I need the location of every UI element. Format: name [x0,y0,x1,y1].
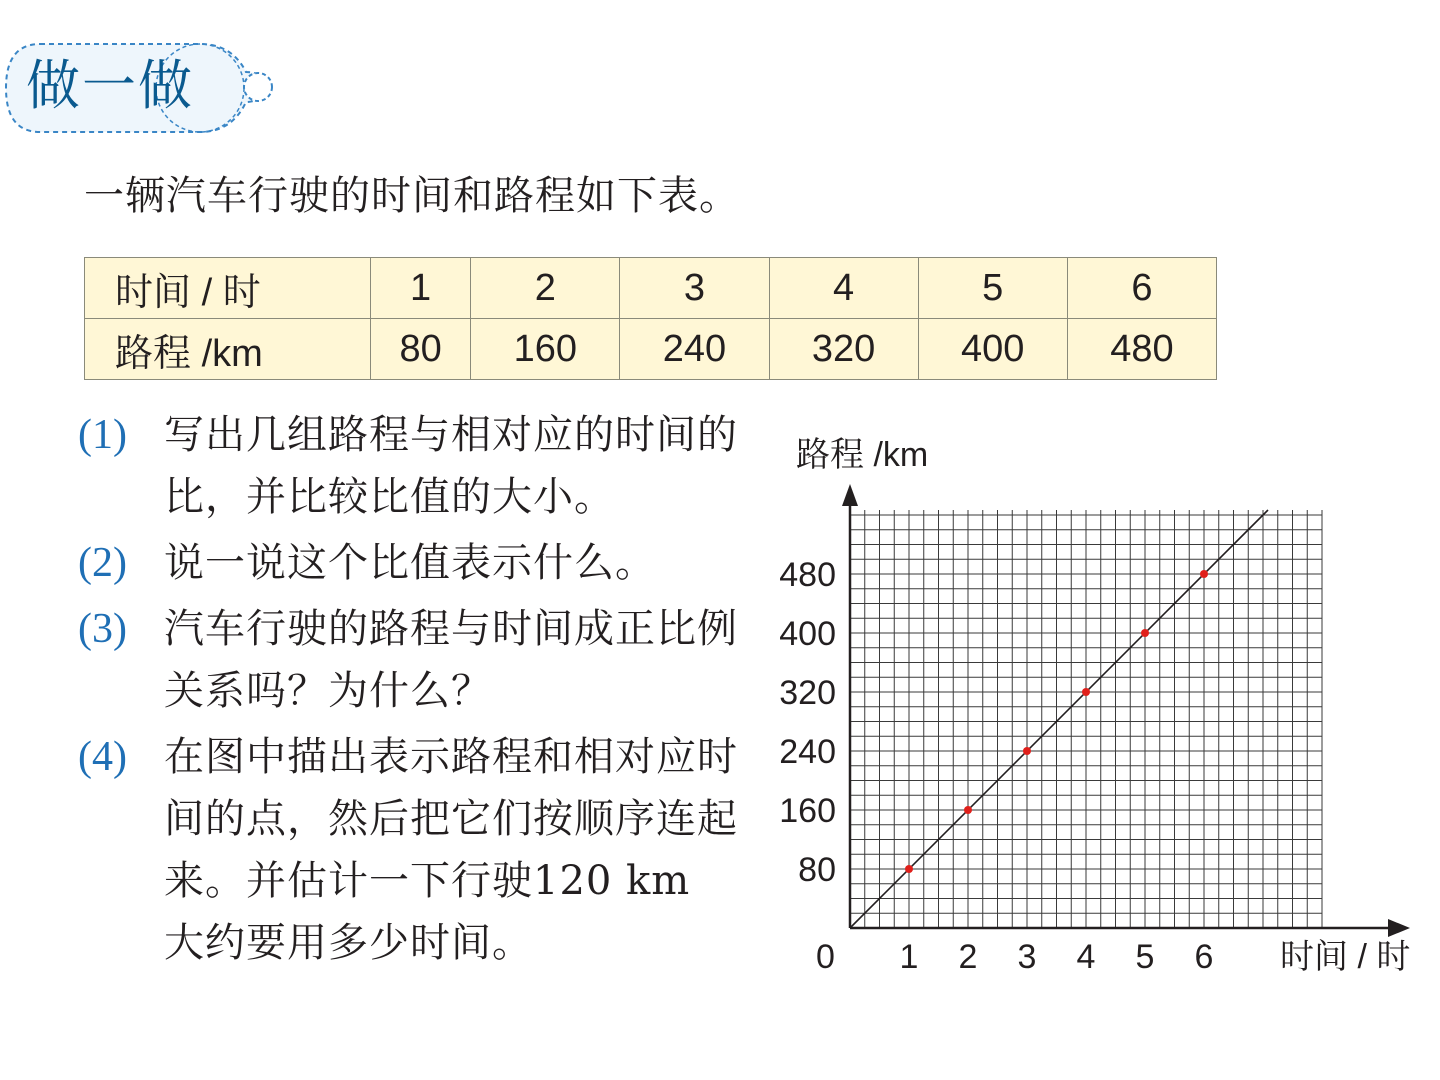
data-point [905,865,913,873]
y-tick-label: 480 [779,556,836,594]
table-cell: 400 [918,319,1067,380]
question-text: 说一说这个比值表示什么。 [164,540,656,586]
x-tick-label: 1 [899,938,919,976]
data-point [1023,747,1031,755]
question-item [78,404,738,528]
y-axis-arrow [842,484,858,506]
row-header-distance: 路程 /km [85,319,371,380]
section-badge [0,36,290,140]
table-cell: 3 [620,258,769,319]
origin-label: 0 [816,938,835,976]
chart-marks [850,510,1268,928]
table-cell: 4 [769,258,918,319]
chart-grid [850,510,1322,928]
table-cell: 480 [1067,319,1216,380]
x-tick-label: 4 [1076,938,1096,976]
data-point [1141,629,1149,637]
y-tick-label: 320 [779,674,836,712]
x-axis-label: 时间 / 时 [1280,938,1411,976]
question-text: 写出几组路程与相对应的时间的比，并比较比值的大小。 [164,412,738,520]
table-cell: 160 [471,319,620,380]
table-cell: 6 [1067,258,1216,319]
table-cell: 5 [918,258,1067,319]
question-item [78,532,738,594]
question-list [78,404,738,978]
table-row [85,258,1217,319]
table-cell: 1 [371,258,471,319]
question-number: (1) [78,412,127,458]
question-item [78,598,738,722]
table-cell: 2 [471,258,620,319]
table-cell: 80 [371,319,471,380]
question-number: (2) [78,540,127,586]
y-tick-label: 80 [798,851,836,889]
y-tick-label: 160 [779,792,836,830]
x-tick-label: 5 [1135,938,1155,976]
question-number: (4) [78,734,127,780]
y-tick-label: 240 [779,733,836,771]
distance-time-chart [760,420,1440,1000]
data-table [84,257,1217,380]
x-tick-label: 3 [1017,938,1037,976]
data-point [1082,688,1090,696]
question-number: (3) [78,606,127,652]
data-point [964,806,972,814]
y-axis-label: 路程 /km [796,436,929,474]
question-text: 汽车行驶的路程与时间成正比例关系吗？为什么？ [164,606,738,714]
question-item [78,726,738,974]
intro-text: 一辆汽车行驶的时间和路程如下表。 [84,173,740,219]
table-row [85,319,1217,380]
table-cell: 320 [769,319,918,380]
x-tick-label: 2 [958,938,978,976]
y-tick-label: 400 [779,615,836,653]
x-tick-label: 6 [1194,938,1214,976]
chart-svg [760,420,1440,1000]
data-point [1200,570,1208,578]
badge-title: 做一做 [26,54,194,117]
table-cell: 240 [620,319,769,380]
row-header-time: 时间 / 时 [85,258,371,319]
question-text: 在图中描出表示路程和相对应时间的点，然后把它们按顺序连起来。并估计一下行驶120 km 大约要用多少时间。 [164,734,738,966]
x-axis-arrow [1388,919,1410,937]
